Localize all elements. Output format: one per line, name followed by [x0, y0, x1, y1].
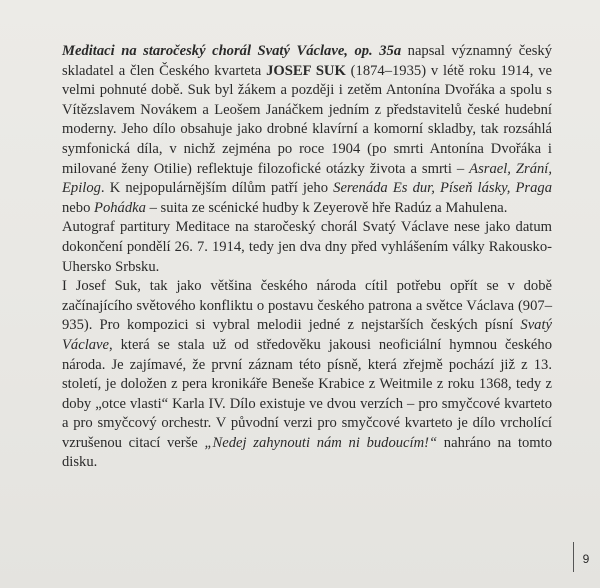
- page-number: 9: [582, 552, 590, 566]
- composer-name: JOSEF SUK: [266, 62, 346, 79]
- work-title: Meditaci na staročeský chorál Svatý Václave, op. 35a: [62, 43, 402, 59]
- page-number-rule: [573, 542, 574, 572]
- song-title: Svatý Václave: [62, 317, 552, 353]
- paragraph-autograph: [62, 218, 552, 277]
- works-late: Asrael, Zrání, Epilog: [62, 160, 552, 197]
- intro-text-4: nebo: [62, 199, 95, 216]
- wenceslas-text-3: nahráno na tomto disku.: [62, 434, 552, 471]
- work-pohadka: Pohádka: [94, 199, 146, 216]
- works-popular: Serenáda Es dur, Píseň lásky, Praga: [333, 180, 552, 197]
- verse-quote: „Nedej zahynouti nám ni budoucím!“: [204, 434, 438, 451]
- intro-text-3: . K nejpopulárnějším dílům patří jeho: [100, 180, 334, 197]
- wenceslas-text-1: I Josef Suk, tak jako většina českého národa cítil potřebu opřít se v době začínajícího světového konfliktu o postavu českého patrona a světce Václava (907–935). Pro kompozici si vybral melodii jedné z nejstarších českých písní: [62, 278, 552, 334]
- intro-text-1: napsal významný český skladatel a člen Českého kvarteta: [62, 43, 552, 79]
- paragraph-wenceslas: [62, 277, 552, 473]
- wenceslas-text-2: , která se stala už od středověku jakousi neoficiální hymnou českého národa. Je zajímavé, že první záznam této písně, která zřejmě pochází již z 13. století, je doložen z pera kronikáře Beneše Krabice z Weitmile z roku 1368, tedy z doby „otce vlasti“ Karla IV. Dílo existuje ve dvou verzích – pro smyčcové kvarteto a pro smyčcový orchestr. V původní verzi pro smyčcové kvarteto je dílo vrcholící vzrušenou citací verše: [62, 336, 552, 451]
- paragraph-intro: [62, 42, 552, 218]
- autograph-text: Autograf partitury Meditace na staročeský chorál Svatý Václave nese jako datum dokončení pondělí 26. 7. 1914, tedy jen dva dny před vyhlášením války Rakousko-Uhersko Srbsku.: [62, 219, 552, 275]
- intro-text-5: – suita ze scénické hudby k Zeyerově hře Radúz a Mahulena.: [145, 199, 508, 216]
- intro-text-2: (1874–1935) v létě roku 1914, ve velmi pohnuté době. Suk byl žákem a později i zetěm Antonína Dvořáka a spolu s Vítězslavem Novákem a Leošem Janáčkem jedním z představitelů české hudební moderny. Jeho dílo obsahuje jako drobné klavírní a komorní skladby, tak rozsáhlá symfonická díla, v nichž zejména po roce 1904 (po smrti Antonína Dvořáka i milované ženy Otilie) reflektuje filozofické otázky života a smrti –: [62, 62, 552, 177]
- booklet-text: [62, 42, 552, 473]
